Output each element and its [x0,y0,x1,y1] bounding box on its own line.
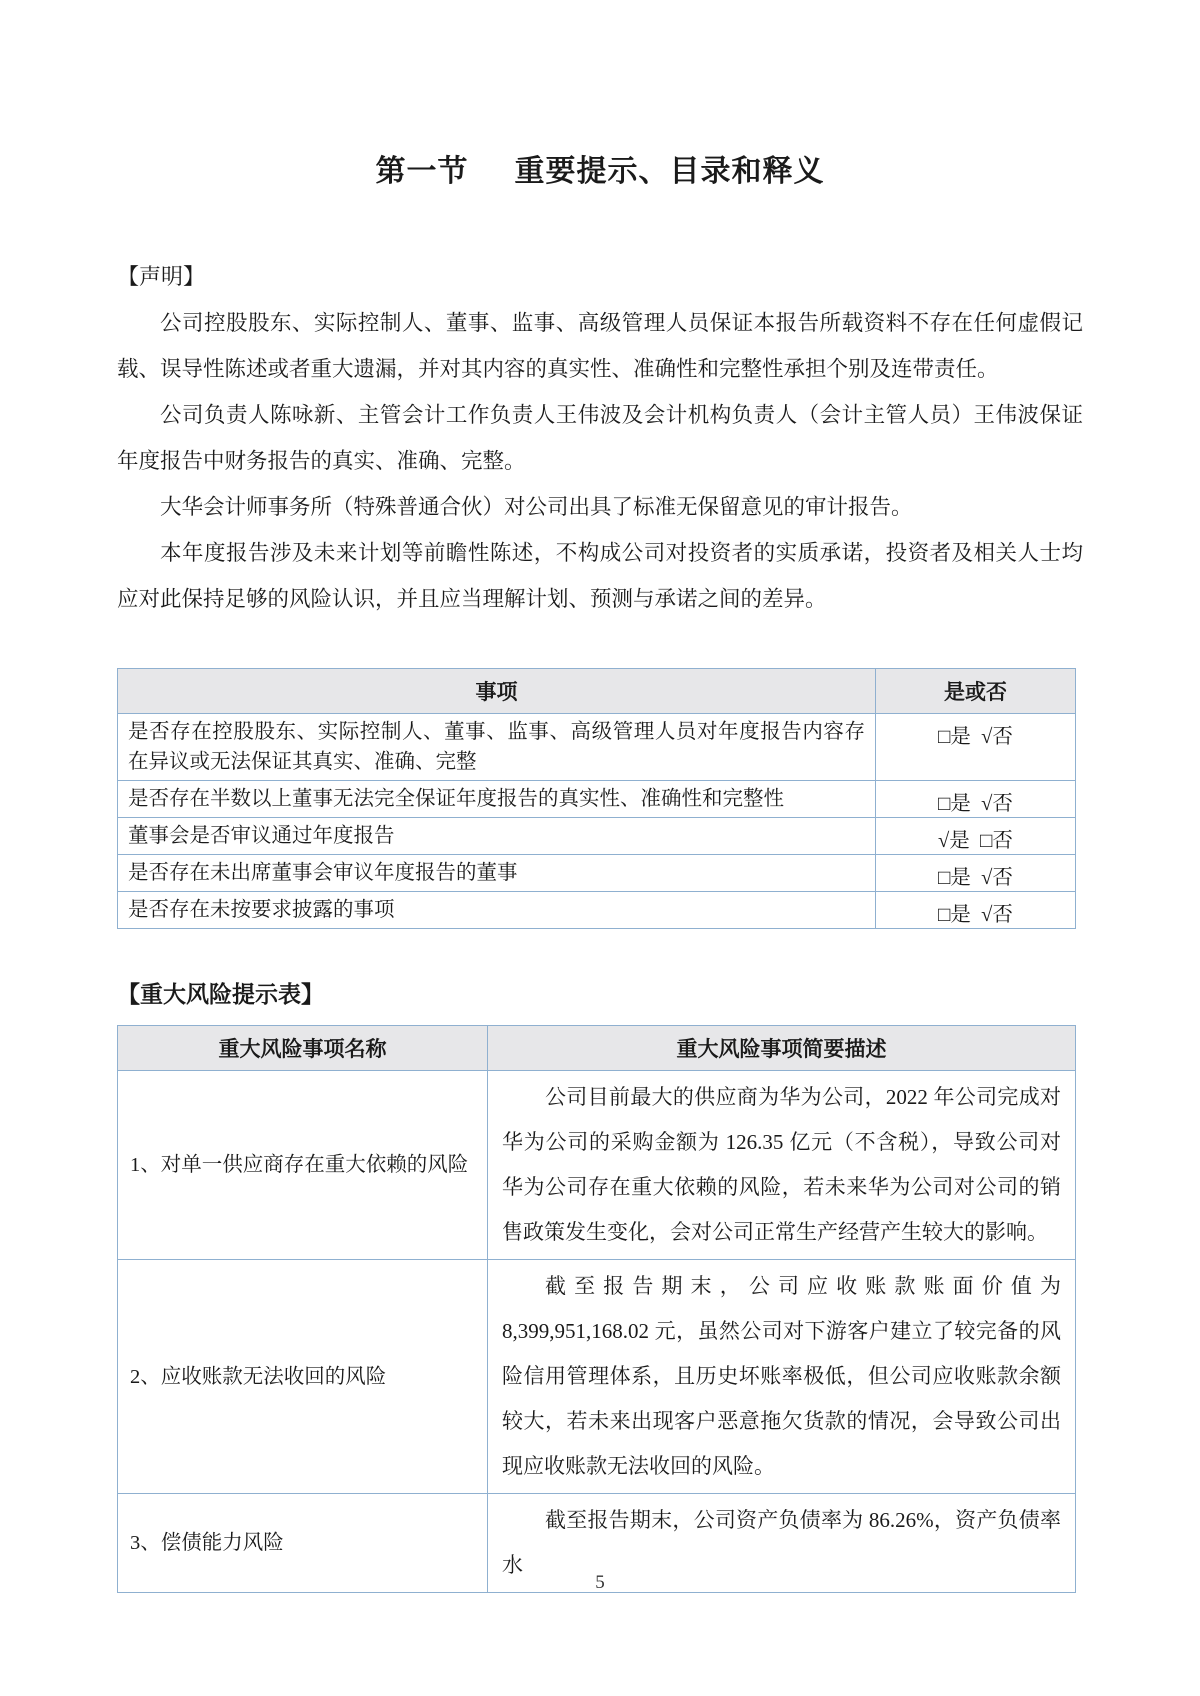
risk-desc-cell [488,1071,1076,1260]
item-cell: 是否存在未按要求披露的事项 [118,892,876,929]
answer-cell: √是 □否 [876,818,1076,855]
page-number: 5 [595,1572,605,1593]
item-cell: 是否存在未出席董事会审议年度报告的董事 [118,855,876,892]
declaration-paragraph: 本年度报告涉及未来计划等前瞻性陈述，不构成公司对投资者的实质承诺，投资者及相关人士均应对此保持足够的风险认识，并且应当理解计划、预测与承诺之间的差异。 [117,541,1083,611]
statement-table [117,668,1076,929]
statement-table-header-row [118,669,1076,714]
answer-cell: □是 √否 [876,855,1076,892]
column-header-risk-name: 重大风险事项名称 [118,1026,488,1071]
risk-desc-text: 公司目前最大的供应商为华为公司，2022 年公司完成对华为公司的采购金额为 126.35 亿元（不含税），导致公司对华为公司存在重大依赖的风险，若未来华为公司对公司的销售政策发生变化，会对公司正常生产经营产生较大的影响。 [502,1085,1061,1244]
declaration-paragraph: 公司控股股东、实际控制人、董事、监事、高级管理人员保证本报告所载资料不存在任何虚假记载、误导性陈述或者重大遗漏，并对其内容的真实性、准确性和完整性承担个别及连带责任。 [117,311,1083,381]
risk-desc-text: 截至报告期末，公司资产负债率为 86.26%，资产负债率水 [502,1508,1061,1577]
table-row [118,818,1076,855]
risk-table-header-row [118,1026,1076,1071]
answer-cell: □是 √否 [876,781,1076,818]
declaration-paragraph: 公司负责人陈咏新、主管会计工作负责人王伟波及会计机构负责人（会计主管人员）王伟波保证年度报告中财务报告的真实、准确、完整。 [117,403,1083,473]
table-row [118,781,1076,818]
column-header-yesno: 是或否 [876,669,1076,714]
table-row [118,855,1076,892]
table-row [118,714,1076,781]
risk-name-cell: 2、应收账款无法收回的风险 [118,1260,488,1494]
item-cell: 是否存在控股股东、实际控制人、董事、监事、高级管理人员对年度报告内容存在异议或无法保证其真实、准确、完整 [118,714,876,781]
page-title [117,152,1083,192]
item-cell: 董事会是否审议通过年度报告 [118,818,876,855]
table-row [118,892,1076,929]
risk-table-heading: 【重大风险提示表】 [117,982,324,1007]
table-row [118,1071,1076,1260]
risk-name-cell: 3、偿债能力风险 [118,1494,488,1593]
declaration-paragraph: 大华会计师事务所（特殊普通合伙）对公司出具了标准无保留意见的审计报告。 [160,495,913,519]
column-header-item: 事项 [118,669,876,714]
risk-table [117,1025,1076,1593]
section-number: 第一节 [375,155,469,188]
answer-cell: □是 √否 [876,892,1076,929]
table-row [118,1260,1076,1494]
risk-name-cell: 1、对单一供应商存在重大依赖的风险 [118,1071,488,1260]
declaration-heading: 【声明】 [117,264,206,289]
section-title: 重要提示、目录和释义 [514,155,825,188]
answer-cell: □是 √否 [876,714,1076,781]
risk-desc-text: 截至报告期末，公司应收账款账面价值为 8,399,951,168.02 元，虽然公司对下游客户建立了较完备的风险信用管理体系，且历史坏账率极低，但公司应收账款余额较大，若未来出现客户恶意拖欠货款的情况，会导致公司出现应收账款无法收回的风险。 [502,1274,1061,1478]
column-header-risk-desc: 重大风险事项简要描述 [488,1026,1076,1071]
risk-desc-cell [488,1260,1076,1494]
item-cell: 是否存在半数以上董事无法完全保证年度报告的真实性、准确性和完整性 [118,781,876,818]
